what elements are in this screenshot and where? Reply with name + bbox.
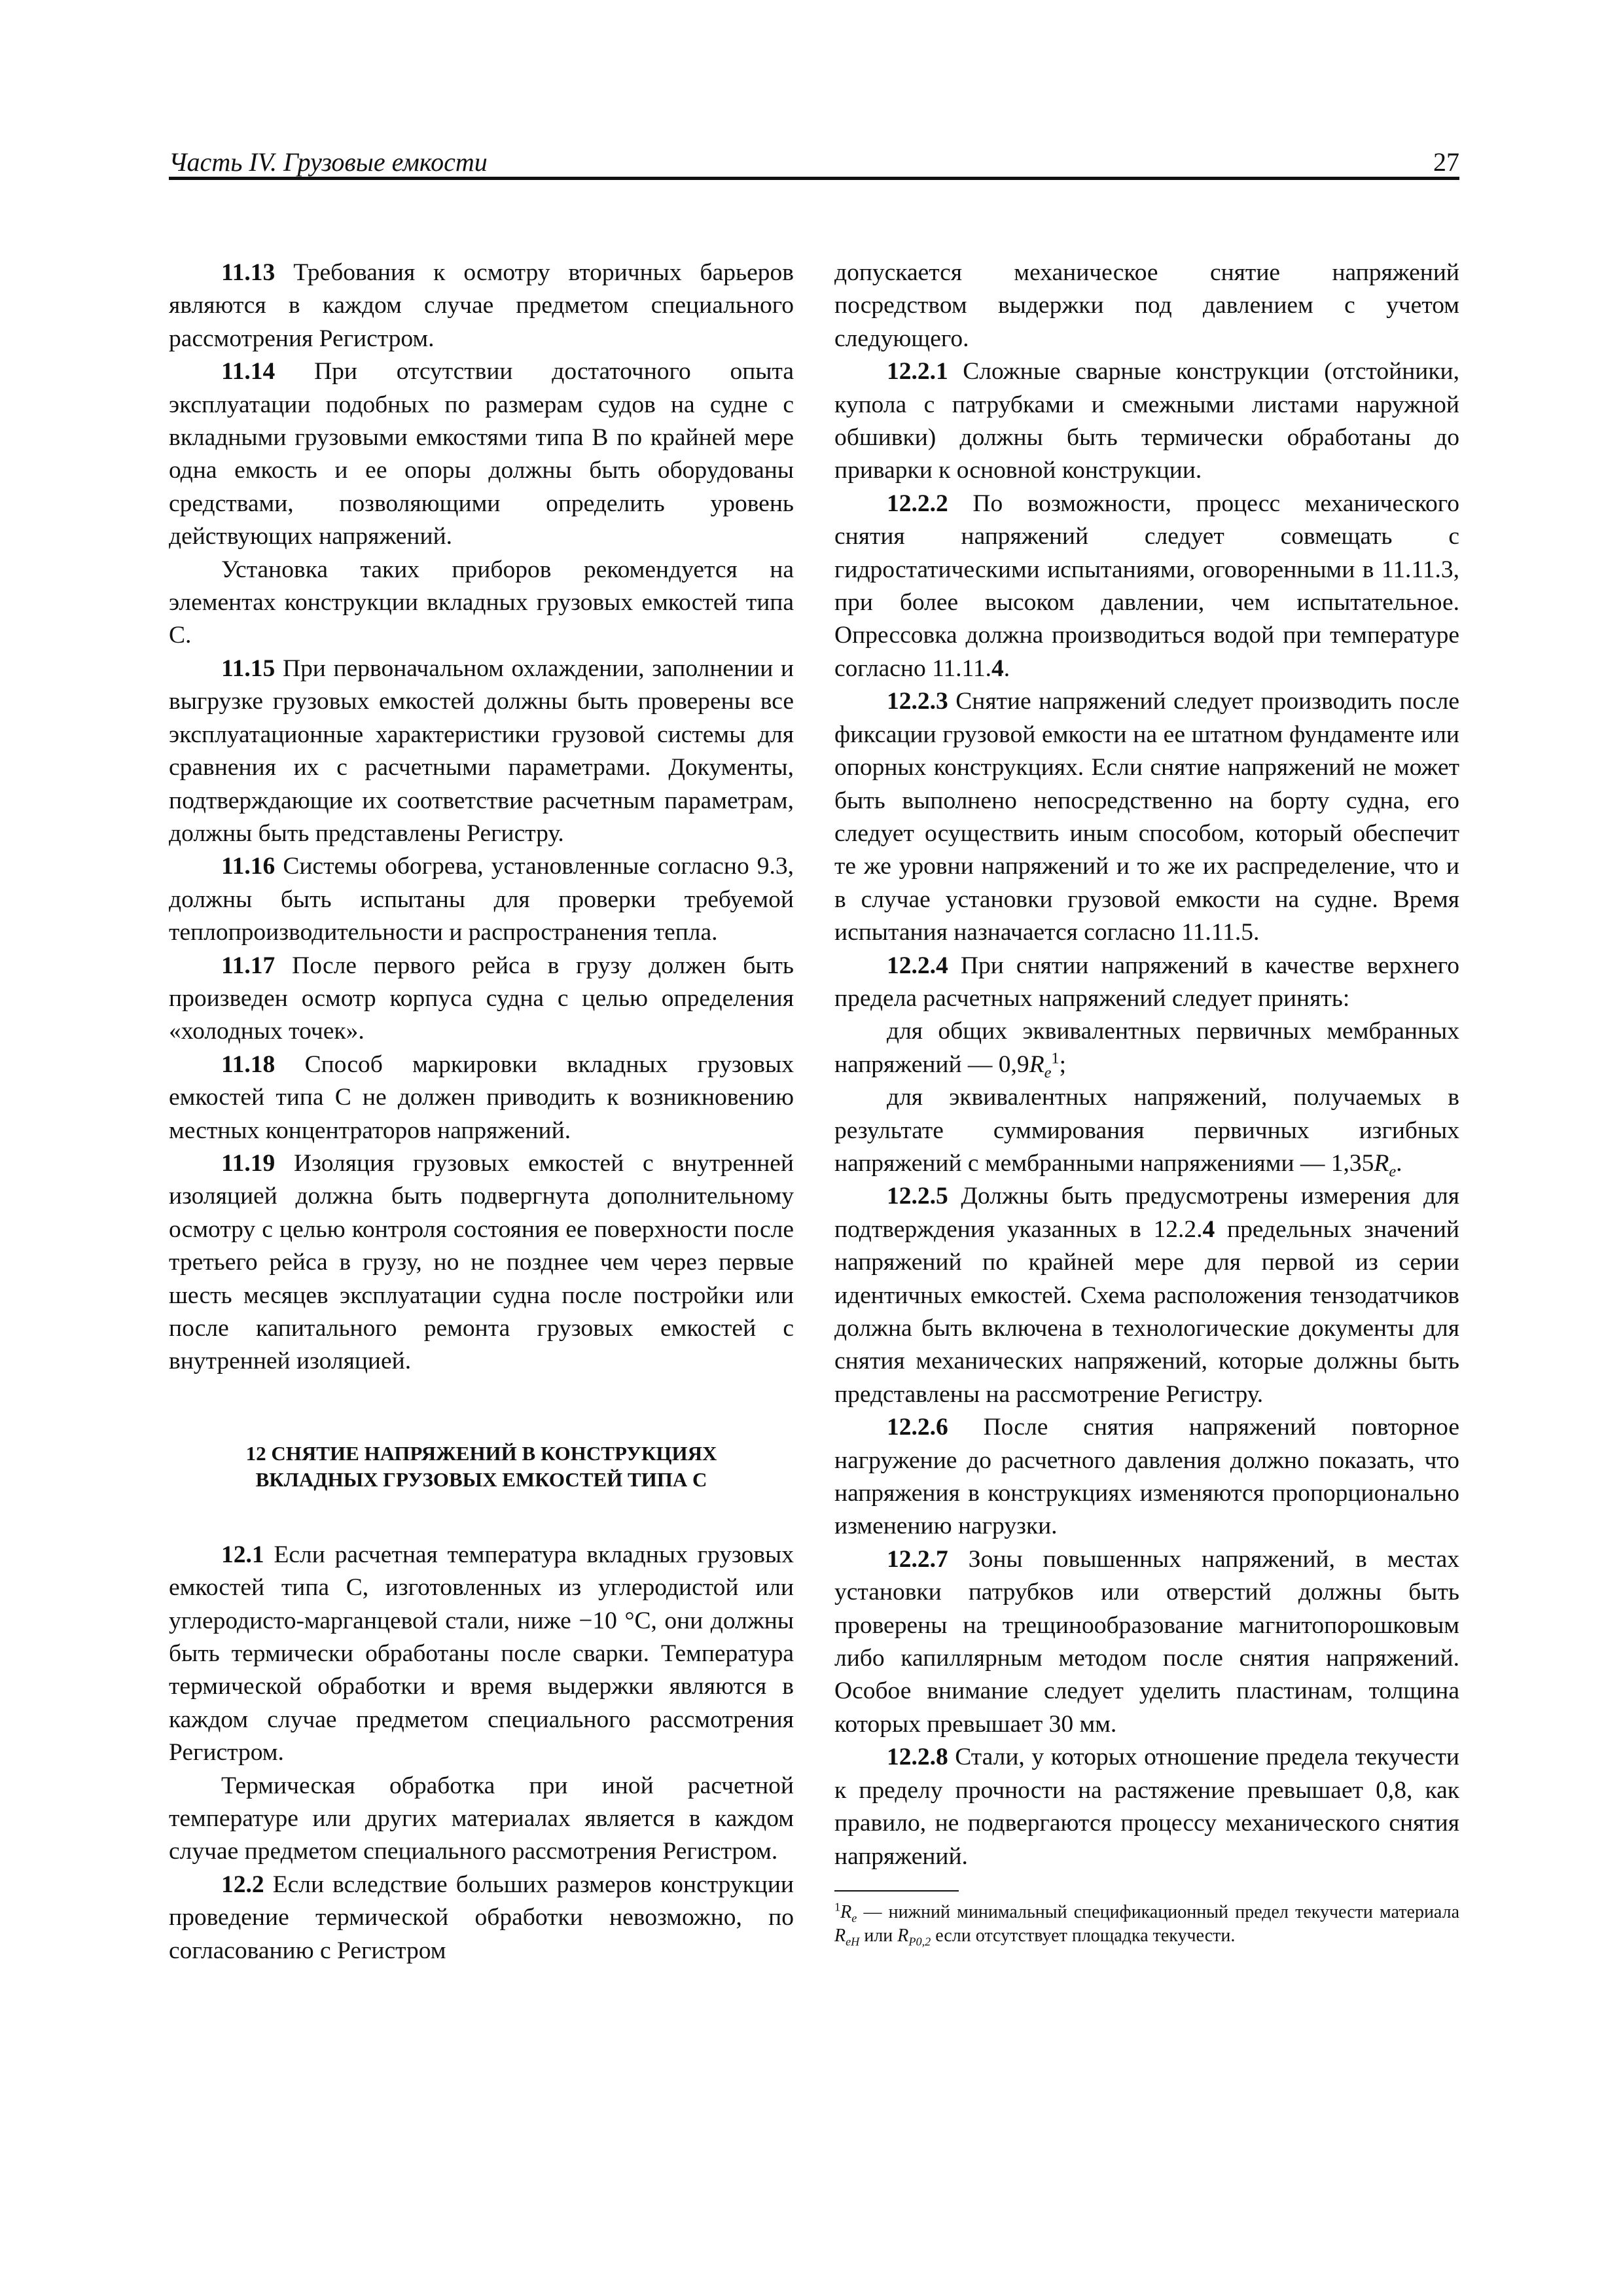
paragraph-heat-treatment: Термическая обработка при иной расчетной температуре или других материалах является в каждом случае предметом специального рассмотрения Регистром. <box>169 1772 794 1865</box>
clause-number: 12.2.6 <box>887 1414 948 1441</box>
paragraph-bending-stress <box>834 1081 1459 1180</box>
paragraph-text: Должны быть предусмотрены измерения для подтверждения указанных в 12.2. <box>834 1183 1459 1243</box>
footnote <box>834 1901 1459 1948</box>
paragraph-12-2-6 <box>834 1411 1459 1543</box>
paragraph-text: После снятия напряжений повторное нагружение до расчетного давления должно показать, что напряжения в конструкциях изменяются пропорционально изменению нагрузки. <box>834 1414 1459 1540</box>
symbol-subscript: eH <box>846 1935 860 1948</box>
paragraph-text: При первоначальном охлаждении, заполнении и выгрузке грузовых емкостей должны быть проверены все эксплуатационные характеристики грузовой системы для сравнения их с расчетными параметрами. Документы, подтверждающие их соответствие расчетным параметрам, должны быть представлены Регистру. <box>169 655 794 847</box>
paragraph-text: для общих эквивалентных первичных мембранных напряжений — 0,9 <box>834 1018 1459 1078</box>
paragraph-11-13 <box>169 257 794 355</box>
paragraph-text: Системы обогрева, установленные согласно 9.3, должны быть испытаны для проверки требуемой теплопроизводительности и распространения тепла. <box>169 853 794 946</box>
clause-number: 11.15 <box>221 655 276 682</box>
clause-number: 11.13 <box>221 259 276 286</box>
clause-number: 12.2.4 <box>887 952 948 979</box>
paragraph-12-2-7 <box>834 1543 1459 1741</box>
paragraph-12-2-1 <box>834 355 1459 488</box>
clause-number: 11.19 <box>221 1149 276 1177</box>
paragraph-12-2-3 <box>834 685 1459 949</box>
paragraph-text: Снятие напряжений следует производить после фиксации грузовой емкости на ее штатном фундаменте или опорных конструкциях. Если снятие напряжений не может быть выполнено непосредственно на борту судна, его следует осуществить иным способом, который обеспечит те же уровни напряжений и то же их распределение, что и в случае установки грузовой емкости на судне. Время испытания назначается согласно 11.11.5. <box>834 688 1459 946</box>
paragraph-install: Установка таких приборов рекомендуется на элементах конструкции вкладных грузовых емкостей типа С. <box>169 556 794 649</box>
running-header <box>169 145 1459 179</box>
clause-number: 12.2.8 <box>887 1744 948 1771</box>
clause-number: 11.18 <box>221 1050 276 1078</box>
paragraph-tail: ; <box>1059 1050 1067 1078</box>
paragraph-12-2-2 <box>834 488 1459 685</box>
paragraph-text: Зоны повышенных напряжений, в местах установки патрубков или отверстий должны быть проверены на трещинообразование магнитопорошковым либо капиллярным методом после снятия напряжений. Особое внимание следует уделить пластинам, толщина которых превышает 30 мм. <box>834 1545 1459 1738</box>
paragraph-11-14 <box>169 355 794 553</box>
symbol-R: R <box>834 1925 846 1946</box>
paragraph-text: Если вследствие больших размеров конструкции проведение термической обработки невозможно, по согласованию с Регистром <box>169 1871 794 1964</box>
section-heading-line2: ВКЛАДНЫХ ГРУЗОВЫХ ЕМКОСТЕЙ ТИПА С <box>255 1467 707 1491</box>
paragraph-text: Если расчетная температура вкладных грузовых емкостей типа С, изготовленных из углеродистой или углеродисто-марганцевой стали, ниже −10 °С, они должны быть термически обработаны после сварки. Температура термической обработки и время выдержки являются в каждом случае предметом специального рассмотрения Регистром. <box>169 1541 794 1767</box>
clause-number: 11.14 <box>221 358 276 386</box>
clause-number: 11.17 <box>221 952 276 979</box>
paragraph-text: Стали, у которых отношение предела текучести к пределу прочности на растяжение превышает 0,8, как правило, не подвергаются процессу механического снятия напряжений. <box>834 1744 1459 1870</box>
paragraph-12-2-8 <box>834 1741 1459 1873</box>
clause-number: 12.2.5 <box>887 1183 948 1210</box>
paragraph-11-18 <box>169 1049 794 1147</box>
paragraph-12-1 <box>169 1539 794 1770</box>
header-rule <box>169 177 1459 180</box>
clause-number: 11.16 <box>221 853 276 880</box>
clause-number: 12.2.2 <box>887 490 948 517</box>
paragraph-text: Способ маркировки вкладных грузовых емкостей типа С не должен приводить к возникновению местных концентраторов напряжений. <box>169 1050 794 1144</box>
section-heading-line1: 12 СНЯТИЕ НАПРЯЖЕНИЙ В КОНСТРУКЦИЯХ <box>245 1441 717 1465</box>
footnote-text: или <box>859 1925 898 1946</box>
clause-number: 12.2.3 <box>887 688 948 715</box>
symbol-subscript: e <box>1389 1162 1397 1181</box>
footnote-ref: 1 <box>1051 1049 1060 1067</box>
paragraph-12-2-4 <box>834 950 1459 1016</box>
symbol-R: R <box>1374 1149 1389 1177</box>
section-heading <box>169 1441 794 1493</box>
paragraph-text: При снятии напряжений в качестве верхнего предела расчетных напряжений следует принять: <box>834 952 1459 1012</box>
paragraph-11-15 <box>169 653 794 850</box>
header-title: Часть IV. Грузовые емкости <box>169 147 488 177</box>
paragraph-continuation: допускается механическое снятие напряжений посредством выдержки под давлением с учетом следующего. <box>834 259 1459 352</box>
paragraph-12-2 <box>169 1869 794 1967</box>
bold-digit: 4 <box>1202 1215 1215 1243</box>
paragraph-12-2-5 <box>834 1180 1459 1411</box>
clause-number: 12.2 <box>221 1871 264 1898</box>
symbol-R: R <box>840 1901 852 1922</box>
left-column <box>169 257 794 1967</box>
paragraph-text: для эквивалентных напряжений, получаемых в результате суммирования первичных изгибных напряжений с мембранными напряжениями — 1,35 <box>834 1084 1459 1177</box>
symbol-R: R <box>897 1925 909 1946</box>
paragraph-membrane-stress <box>834 1015 1459 1081</box>
footnote-text: — нижний минимальный спецификационный предел текучести материала <box>857 1901 1459 1922</box>
right-column <box>834 257 1459 1948</box>
symbol-subscript: e <box>851 1911 857 1925</box>
footnote-mark: 1 <box>834 1900 841 1914</box>
symbol-subscript: P0,2 <box>908 1935 931 1948</box>
paragraph-text: По возможности, процесс механического снятия напряжений следует совмещать с гидростатическими испытаниями, оговоренными в 11.11.3, при более высоком давлении, чем испытательное. Опрессовка должна производиться водой при температуре согласно 11.11. <box>834 490 1459 682</box>
clause-number: 12.2.1 <box>887 358 948 386</box>
paragraph-text: После первого рейса в грузу должен быть произведен осмотр корпуса судна с целью определения «холодных точек». <box>169 952 794 1045</box>
paragraph-text: Изоляция грузовых емкостей с внутренней изоляцией должна быть подвергнута дополнительному осмотру с целью контроля состояния ее поверхности после третьего рейса в грузу, но не позднее чем через первые шесть месяцев эксплуатации судна после постройки или после капитального ремонта грузовых емкостей с внутренней изоляцией. <box>169 1149 794 1375</box>
footnote-text: если отсутствует площадка текучести. <box>931 1925 1236 1946</box>
bold-digit: 4 <box>991 655 1004 682</box>
page-number: 27 <box>1433 147 1459 177</box>
paragraph-11-17 <box>169 950 794 1049</box>
footnote-rule <box>834 1890 959 1892</box>
clause-number: 12.1 <box>221 1541 264 1568</box>
clause-number: 12.2.7 <box>887 1545 948 1573</box>
paragraph-text-2: предельных значений напряжений по крайней мере для первой из серии идентичных емкостей. Схема расположения тензодатчиков должна быть включена в технологические документы для снятия механических напряжений, которые должны быть представлены на рассмотрение Регистру. <box>834 1215 1459 1408</box>
symbol-R: R <box>1029 1050 1044 1078</box>
paragraph-11-16 <box>169 850 794 949</box>
paragraph-text: Требования к осмотру вторичных барьеров являются в каждом случае предметом специального рассмотрения Регистром. <box>169 259 794 352</box>
paragraph-11-19 <box>169 1147 794 1378</box>
paragraph-tail: . <box>1003 655 1010 682</box>
symbol-subscript: e <box>1044 1064 1052 1082</box>
paragraph-tail: . <box>1396 1149 1402 1177</box>
paragraph-text: При отсутствии достаточного опыта эксплуатации подобных по размерам судов на судне с вкладными грузовыми емкостями типа В по крайней мере одна емкость и ее опоры должны быть оборудованы средствами, позволяющими определить уровень действующих напряжений. <box>169 358 794 550</box>
paragraph-text: Сложные сварные конструкции (отстойники, купола с патрубками и смежными листами наружной обшивки) должны быть термически обработаны до приварки к основной конструкции. <box>834 358 1459 484</box>
